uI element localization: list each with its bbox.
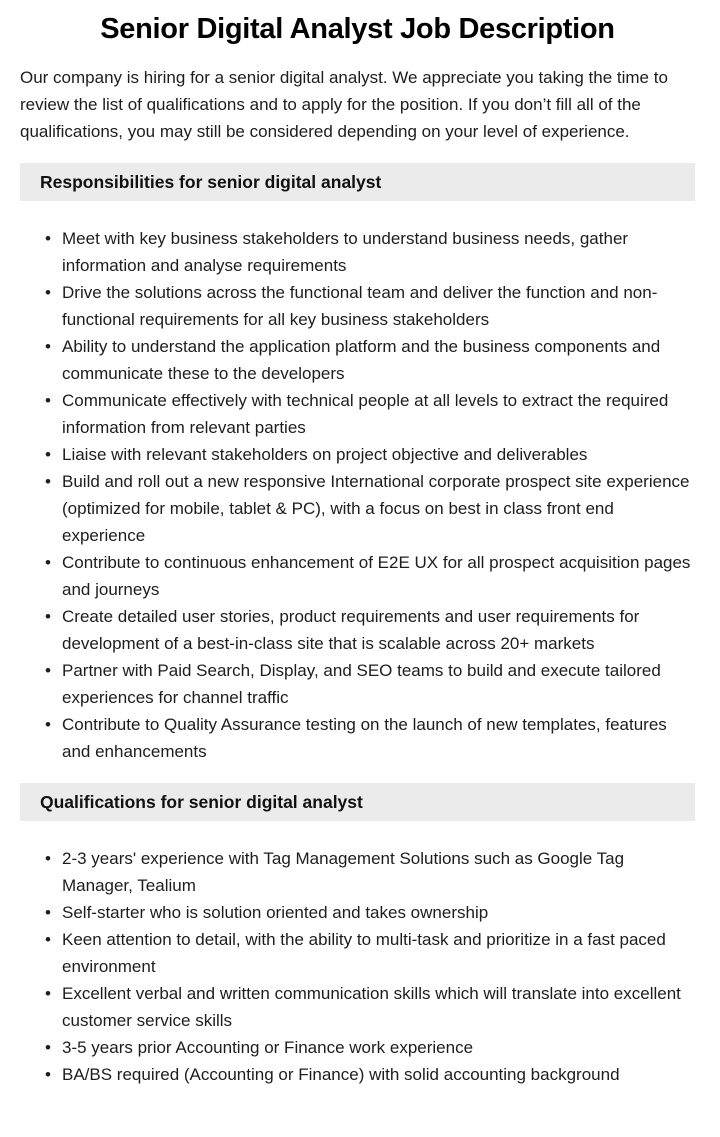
qualification-item: • Excellent verbal and written communication skills which will translate into excellent customer service skills — [62, 980, 695, 1034]
responsibility-item: • Contribute to Quality Assurance testing on the launch of new templates, features and enhancements — [62, 711, 695, 765]
qualification-item: • Self-starter who is solution oriented and takes ownership — [62, 899, 695, 926]
page-title: Senior Digital Analyst Job Description — [100, 13, 615, 45]
qualification-item: • 2-3 years' experience with Tag Management Solutions such as Google Tag Manager, Tealium — [62, 845, 695, 899]
responsibilities-section-title: Responsibilities for senior digital analyst — [40, 171, 382, 192]
responsibilities-section-header — [20, 163, 695, 201]
responsibility-item: • Meet with key business stakeholders to understand business needs, gather information and analyse requirements — [62, 225, 695, 279]
responsibility-item: • Create detailed user stories, product requirements and user requirements for development of a best-in-class site that is scalable across 20+ markets — [62, 603, 695, 657]
responsibilities-list — [20, 225, 695, 765]
responsibility-item: • Drive the solutions across the functional team and deliver the function and non-functional requirements for all key business stakeholders — [62, 279, 695, 333]
responsibility-item: • Liaise with relevant stakeholders on project objective and deliverables — [62, 441, 695, 468]
qualifications-section-header — [20, 783, 695, 821]
qualifications-section-title: Qualifications for senior digital analyst — [40, 791, 363, 812]
qualifications-section — [20, 783, 695, 1088]
responsibility-item: • Contribute to continuous enhancement of E2E UX for all prospect acquisition pages and journeys — [62, 549, 695, 603]
qualification-item: • Keen attention to detail, with the ability to multi-task and prioritize in a fast paced environment — [62, 926, 695, 980]
qualifications-list — [20, 845, 695, 1088]
intro-paragraph: Our company is hiring for a senior digital analyst. We appreciate you taking the time to review the list of qualifications and to apply for the position. If you don’t fill all of the qualifications, you may still be considered depending on your level of experience. — [20, 68, 668, 141]
responsibility-item: • Ability to understand the application platform and the business components and communicate these to the developers — [62, 333, 695, 387]
responsibility-item: • Communicate effectively with technical people at all levels to extract the required information from relevant parties — [62, 387, 695, 441]
qualification-item: • BA/BS required (Accounting or Finance) with solid accounting background — [62, 1061, 695, 1088]
responsibilities-section — [20, 163, 695, 765]
qualification-item: • 3-5 years prior Accounting or Finance work experience — [62, 1034, 695, 1061]
responsibility-item: • Partner with Paid Search, Display, and SEO teams to build and execute tailored experiences for channel traffic — [62, 657, 695, 711]
responsibility-item: • Build and roll out a new responsive International corporate prospect site experience (optimized for mobile, tablet & PC), with a focus on best in class front end experience — [62, 468, 695, 549]
